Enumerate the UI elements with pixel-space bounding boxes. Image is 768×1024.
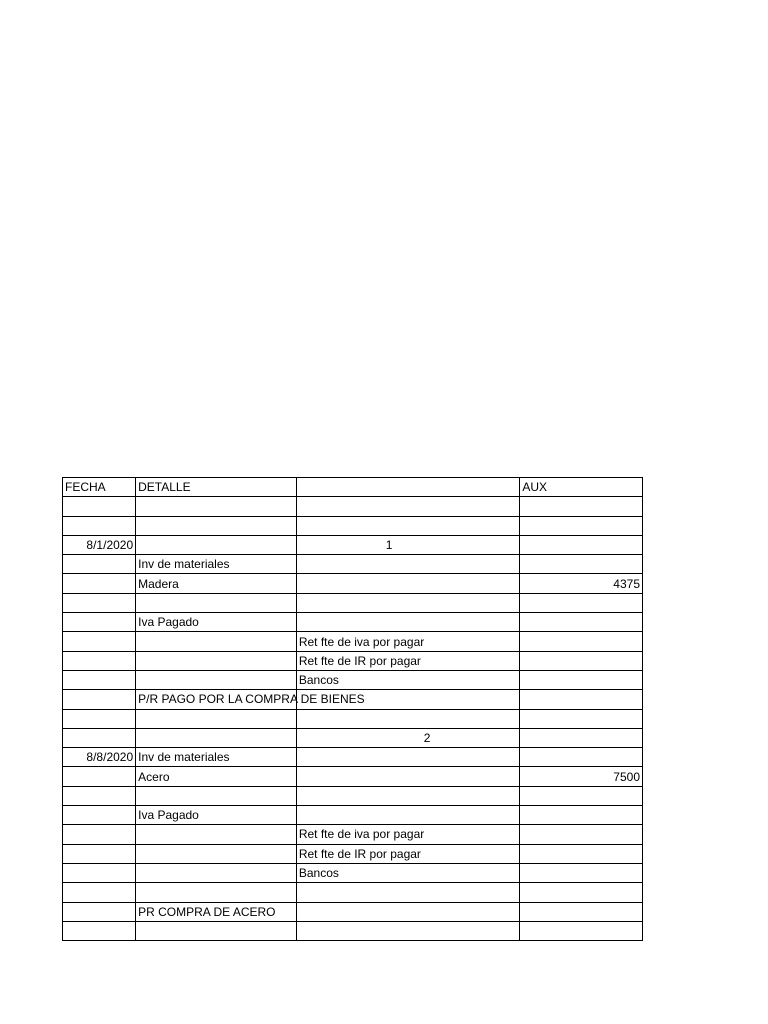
entry-2-date: 8/8/2020 bbox=[63, 748, 136, 767]
entry-1-number: 1 bbox=[296, 535, 520, 554]
table-row bbox=[63, 613, 643, 632]
header-cuenta bbox=[296, 478, 520, 497]
table-row bbox=[63, 902, 643, 921]
entry-2-sub-amount: 7500 bbox=[520, 767, 643, 786]
entry-1-note: P/R PAGO POR LA COMPRA DE BIENES bbox=[138, 692, 365, 707]
entry-2-ret-ir: Ret fte de IR por pagar bbox=[296, 844, 520, 863]
table-row bbox=[63, 844, 643, 863]
table-row bbox=[63, 883, 643, 902]
entry-1-bancos: Bancos bbox=[296, 670, 520, 689]
table-row bbox=[63, 497, 643, 516]
table-row bbox=[63, 786, 643, 805]
entry-1-ret-iva: Ret fte de iva por pagar bbox=[296, 632, 520, 651]
table-row bbox=[63, 825, 643, 844]
entry-2-number-row bbox=[63, 728, 643, 747]
table-row bbox=[63, 709, 643, 728]
header-detalle: DETALLE bbox=[136, 478, 297, 497]
header-row bbox=[63, 478, 643, 497]
entry-1-account-main: Inv de materiales bbox=[136, 555, 297, 574]
entry-1-ret-ir: Ret fte de IR por pagar bbox=[296, 651, 520, 670]
entry-1-date: 8/1/2020 bbox=[63, 535, 136, 554]
table-row bbox=[63, 806, 643, 825]
table-row bbox=[63, 516, 643, 535]
table-row bbox=[63, 690, 643, 709]
entry-2-number: 2 bbox=[296, 728, 520, 747]
table-row bbox=[63, 574, 643, 593]
table-row bbox=[63, 632, 643, 651]
entry-2-ret-iva: Ret fte de iva por pagar bbox=[296, 825, 520, 844]
header-fecha: FECHA bbox=[63, 478, 136, 497]
entry-2-note: PR COMPRA DE ACERO bbox=[136, 902, 297, 921]
table-row bbox=[63, 670, 643, 689]
entry-1-header-row bbox=[63, 535, 643, 554]
table-row bbox=[63, 921, 643, 940]
table-row bbox=[63, 748, 643, 767]
table-row bbox=[63, 555, 643, 574]
entry-1-sub-account: Madera bbox=[136, 574, 297, 593]
header-aux: AUX bbox=[520, 478, 643, 497]
entry-2-iva: Iva Pagado bbox=[136, 806, 297, 825]
entry-2-sub-account: Acero bbox=[136, 767, 297, 786]
table-row bbox=[63, 767, 643, 786]
entry-2-account-main: Inv de materiales bbox=[136, 748, 297, 767]
table-row bbox=[63, 593, 643, 612]
table-row bbox=[63, 863, 643, 882]
table-row bbox=[63, 651, 643, 670]
journal-ledger-table bbox=[62, 477, 643, 941]
entry-1-sub-amount: 4375 bbox=[520, 574, 643, 593]
entry-2-bancos: Bancos bbox=[296, 863, 520, 882]
entry-1-iva: Iva Pagado bbox=[136, 613, 297, 632]
